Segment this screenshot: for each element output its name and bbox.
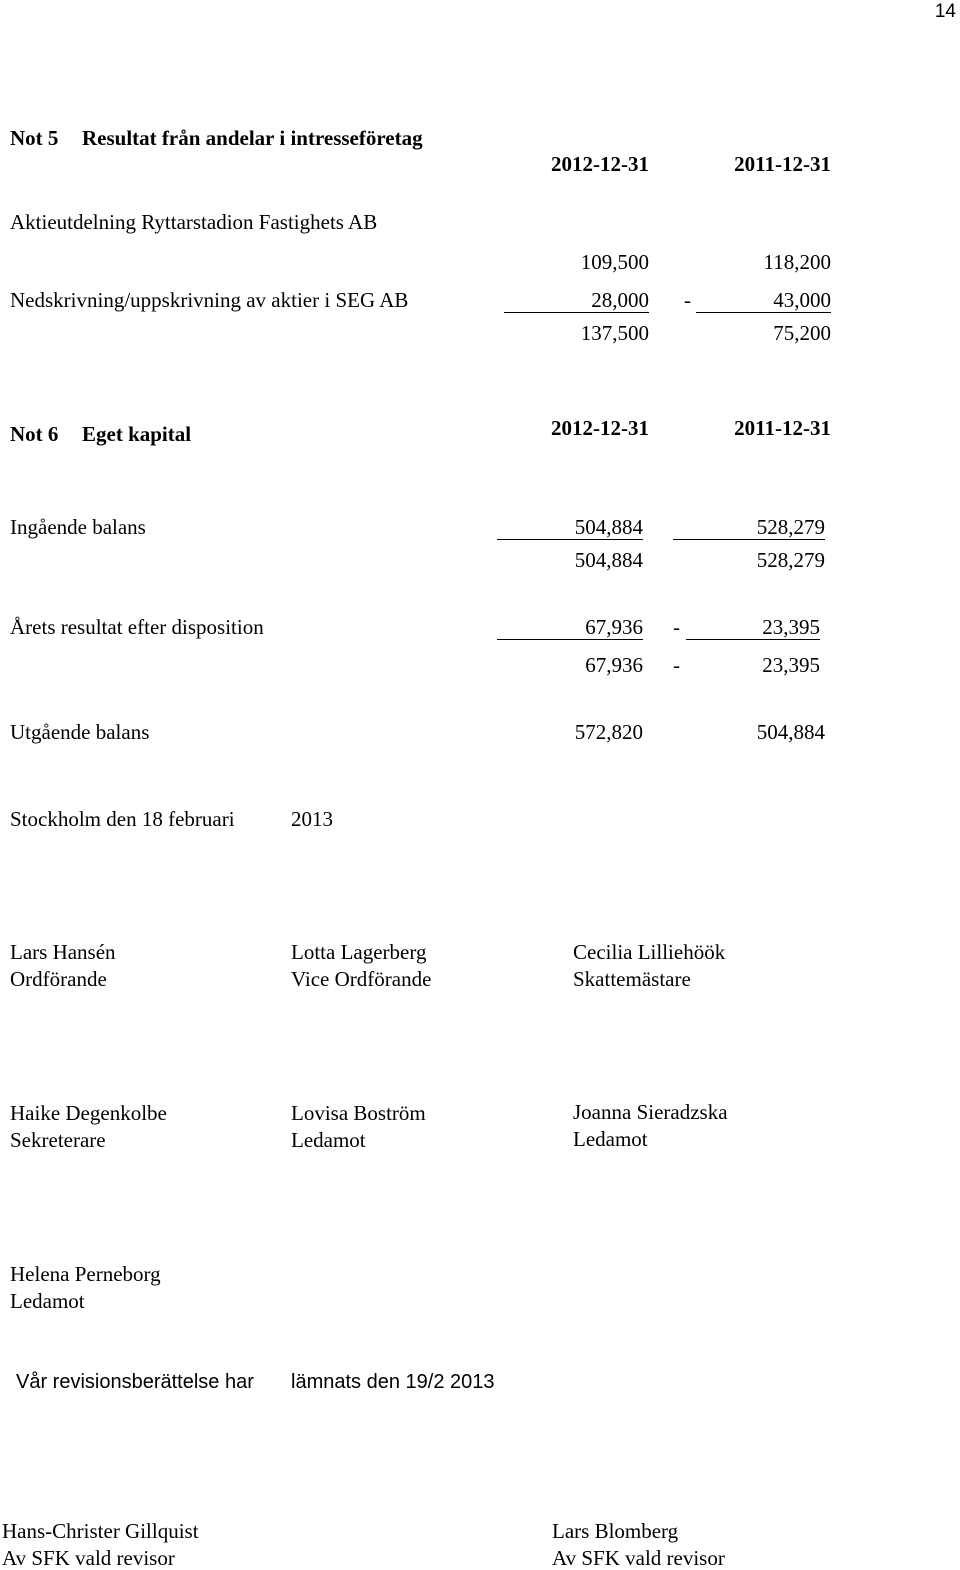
note-6-result-underline-2012 (497, 639, 643, 640)
signatory-name: Lotta Lagerberg (291, 940, 427, 964)
page-number: 14 (934, 1, 956, 22)
note-5-row-writedown-2012: 28,000 (591, 288, 649, 312)
signatory-role: Ledamot (10, 1289, 85, 1313)
note-6-result-sub-2011: 23,395 (762, 653, 820, 677)
note-6-label: Not 6 (10, 422, 59, 446)
signatory-name: Joanna Sieradzska (573, 1100, 728, 1124)
note-6-opening-underline-2012 (497, 539, 643, 540)
signatory-name: Helena Perneborg (10, 1262, 161, 1286)
note-6-col1-header: 2012-12-31 (551, 416, 649, 440)
auditor-name: Hans-Christer Gillquist (2, 1519, 199, 1543)
place-date: Stockholm den 18 februari (10, 807, 235, 831)
note-6-result-sub-2012: 67,936 (585, 653, 643, 677)
note-5-underline-2012 (504, 312, 649, 313)
signatory-name: Cecilia Lilliehöök (573, 940, 726, 964)
note-6-opening-sub-2012: 504,884 (574, 548, 643, 572)
signatory-name: Lars Hansén (10, 940, 116, 964)
note-6-result-sign: - (673, 615, 680, 639)
audit-statement-part2: lämnats den 19/2 2013 (291, 1371, 495, 1393)
note-6-opening-2012: 504,884 (574, 515, 643, 539)
signatory-name: Haike Degenkolbe (10, 1101, 167, 1125)
note-6-opening-label: Ingående balans (10, 515, 146, 539)
note-5-col2-header: 2011-12-31 (734, 152, 831, 176)
signatory-role: Ordförande (10, 967, 107, 991)
note-6-title: Eget kapital (82, 422, 192, 446)
note-5-row-dividend-label: Aktieutdelning Ryttarstadion Fastighets AB (10, 210, 378, 234)
note-5-total-2011: 75,200 (773, 321, 831, 345)
note-5-row-writedown-2011: 43,000 (773, 288, 831, 312)
note-6-opening-underline-2011 (673, 539, 825, 540)
note-5-title: Resultat från andelar i intresseföretag (82, 126, 423, 150)
signatory-role: Sekreterare (10, 1128, 106, 1152)
note-5-total-2012: 137,500 (580, 321, 649, 345)
signatory-role: Vice Ordförande (291, 967, 432, 991)
signatory-role: Ledamot (291, 1128, 366, 1152)
note-5-underline-2011 (696, 312, 831, 313)
note-6-result-sub-sign: - (673, 653, 680, 677)
note-5-row-dividend-2011: 118,200 (763, 250, 831, 274)
audit-statement-part1: Vår revisionsberättelse har (16, 1371, 254, 1393)
auditor-name: Lars Blomberg (552, 1519, 679, 1543)
note-6-closing-2011: 504,884 (756, 720, 825, 744)
note-6-opening-2011: 528,279 (756, 515, 825, 539)
note-5-col1-header: 2012-12-31 (551, 152, 649, 176)
auditor-role: Av SFK vald revisor (552, 1546, 725, 1570)
note-6-opening-sub-2011: 528,279 (756, 548, 825, 572)
note-6-result-label: Årets resultat efter disposition (10, 615, 264, 639)
note-5-row-writedown-label: Nedskrivning/uppskrivning av aktier i SEG AB (10, 288, 409, 312)
auditor-role: Av SFK vald revisor (2, 1546, 175, 1570)
note-6-closing-2012: 572,820 (574, 720, 643, 744)
note-5-row-writedown-sign: - (684, 288, 691, 312)
note-6-result-underline-2011 (686, 639, 820, 640)
signatory-name: Lovisa Boström (291, 1101, 426, 1125)
place-date-year: 2013 (291, 807, 333, 831)
note-6-col2-header: 2011-12-31 (734, 416, 831, 440)
note-6-result-2012: 67,936 (585, 615, 643, 639)
note-5-label: Not 5 (10, 126, 59, 150)
note-6-result-2011: 23,395 (762, 615, 820, 639)
signatory-role: Skattemästare (573, 967, 691, 991)
note-5-row-dividend-2012: 109,500 (580, 250, 649, 274)
note-6-closing-label: Utgående balans (10, 720, 150, 744)
signatory-role: Ledamot (573, 1127, 648, 1151)
